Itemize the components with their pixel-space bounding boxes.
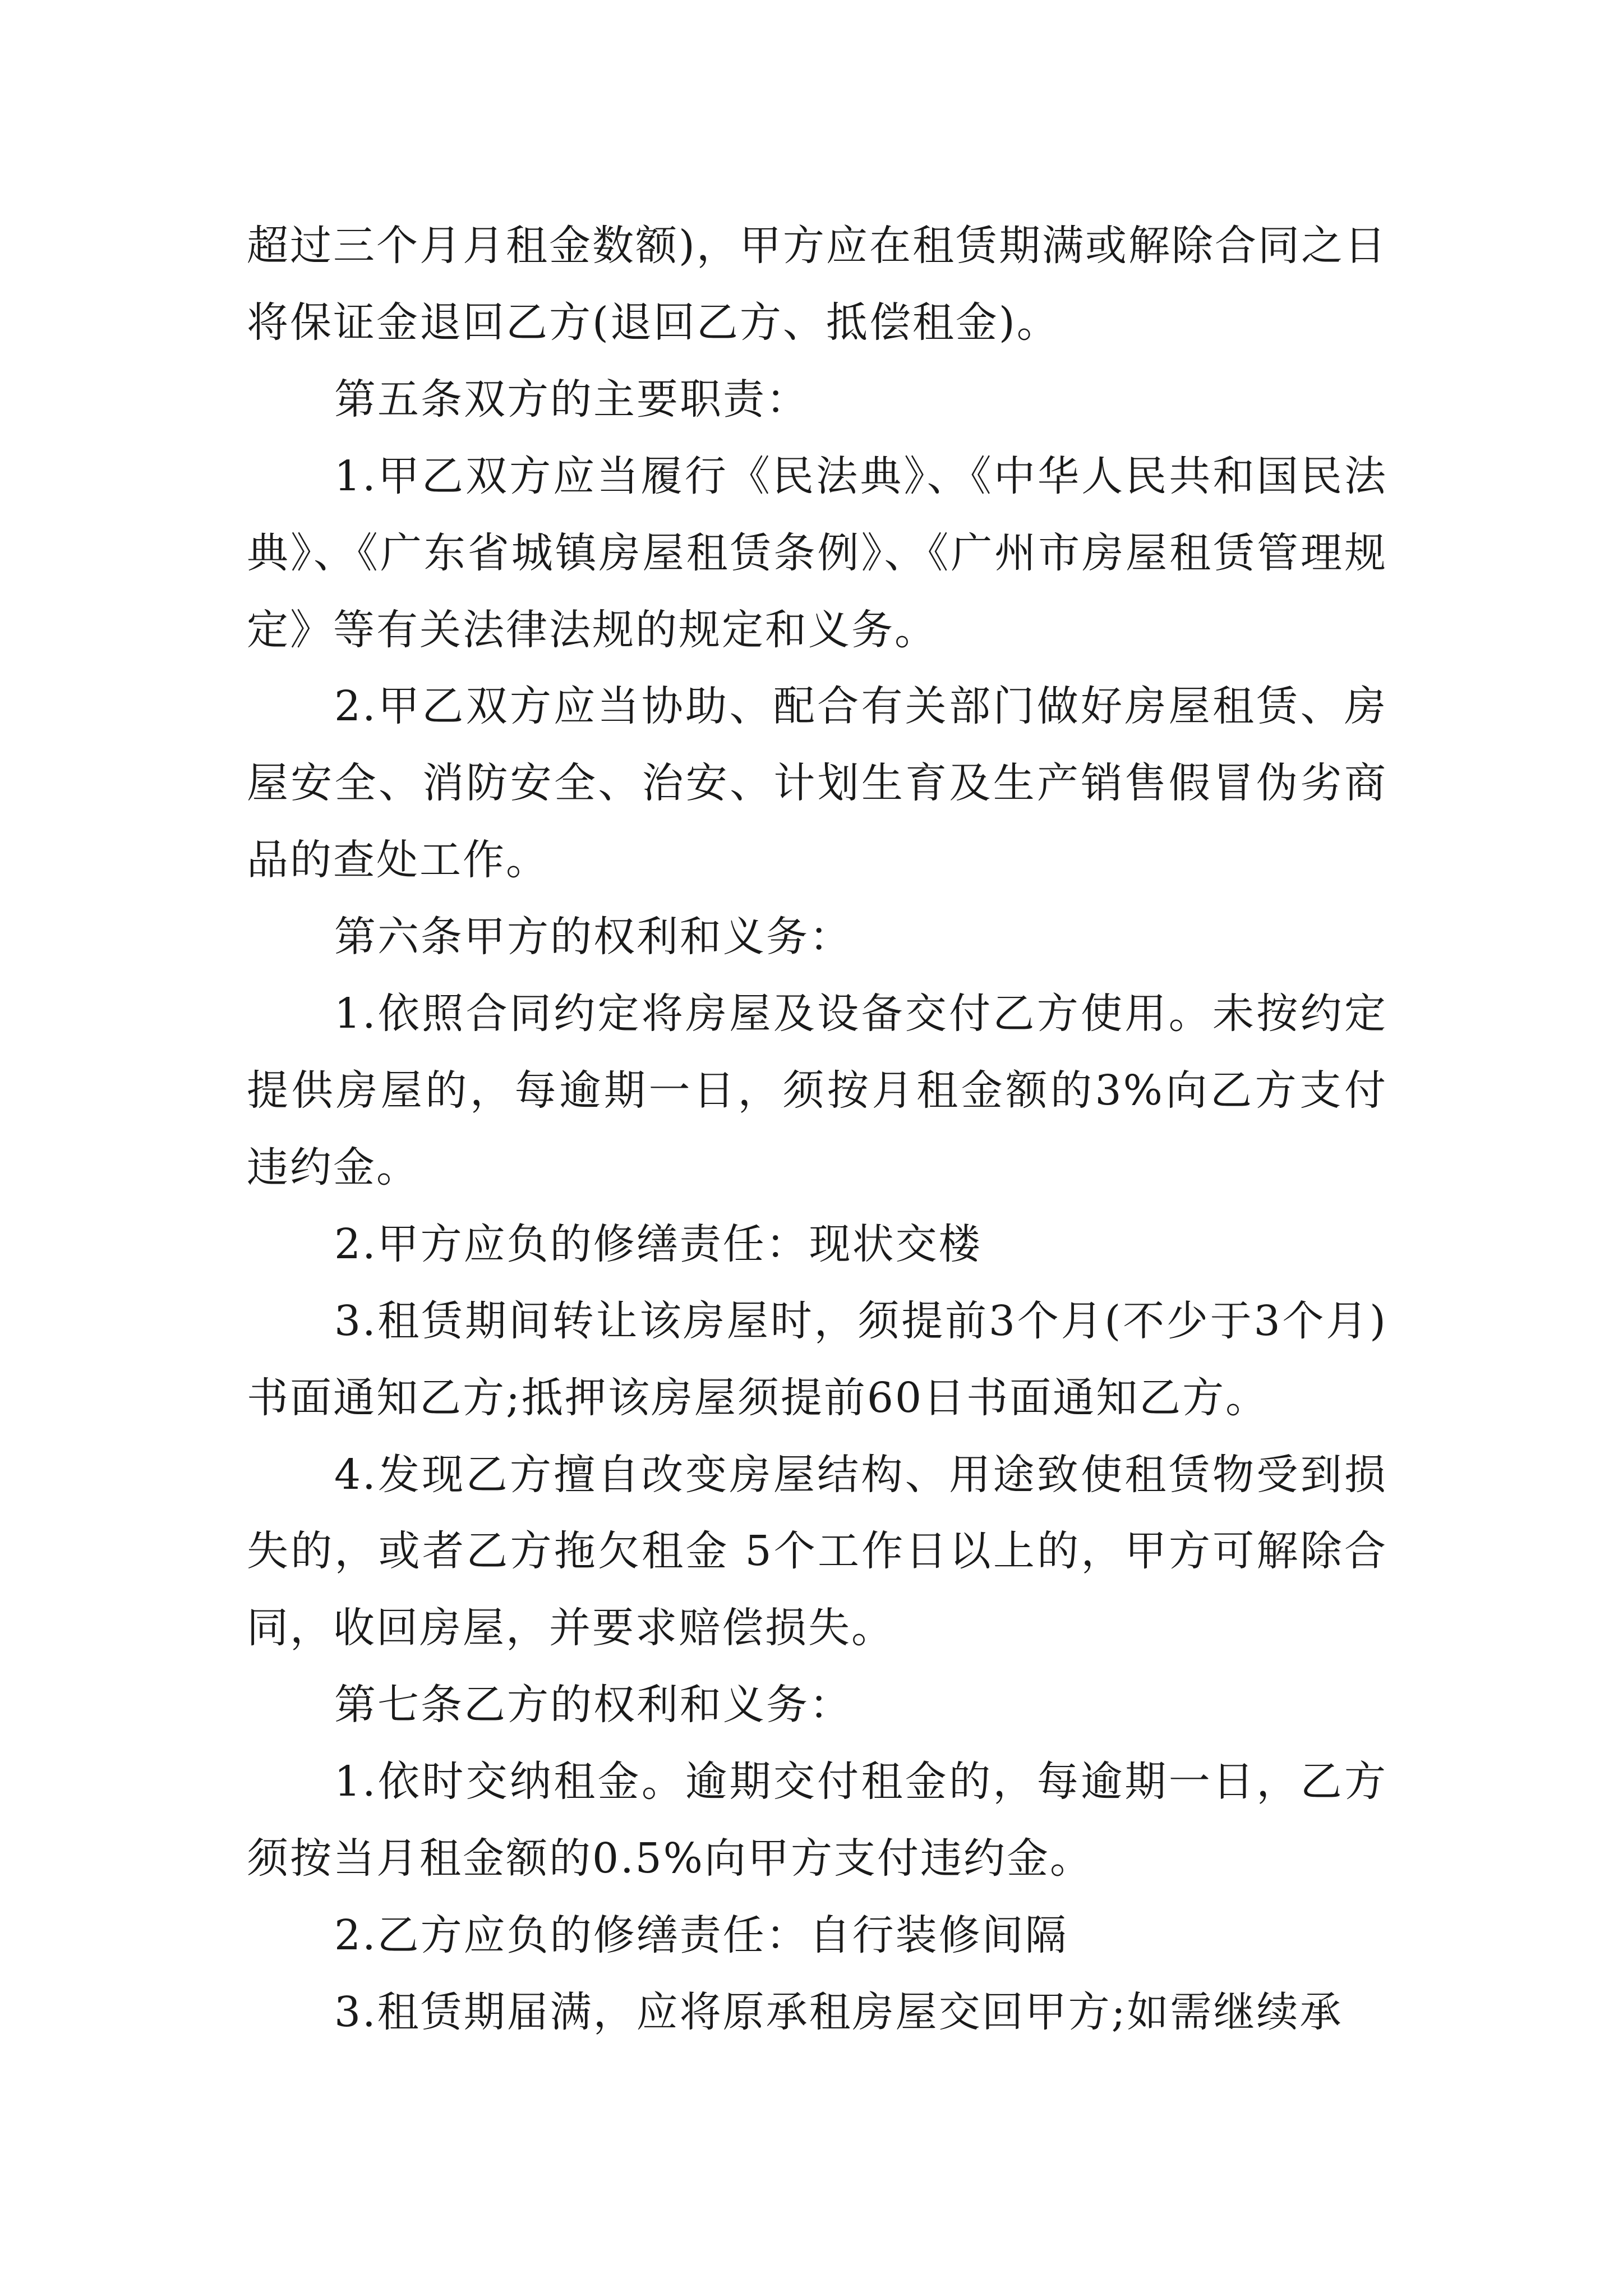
paragraph: 1.依时交纳租金。逾期交付租金的，每逾期一日，乙方须按当月租金额的0.5%向甲方支付违约金。 [247, 1757, 1387, 1883]
paragraph: 3.租赁期间转让该房屋时，须提前3个月(不少于3个月)书面通知乙方;抵押该房屋须提前60日书面通知乙方。 [247, 1296, 1387, 1422]
paragraph: 1.依照合同约定将房屋及设备交付乙方使用。未按约定提供房屋的，每逾期一日，须按月租金额的3%向乙方支付违约金。 [247, 990, 1387, 1191]
paragraph: 1.甲乙双方应当履行《民法典》、《中华人民共和国民法典》、《广东省城镇房屋租赁条例》、《广州市房屋租赁管理规定》等有关法律法规的规定和义务。 [247, 452, 1387, 654]
paragraph: 3.租赁期届满，应将原承租房屋交回甲方;如需继续承 [334, 1987, 1343, 2036]
paragraph: 2.甲乙双方应当协助、配合有关部门做好房屋租赁、房屋安全、消防安全、治安、计划生育及生产销售假冒伪劣商品的查处工作。 [247, 682, 1387, 885]
section-heading: 第七条乙方的权利和义务： [334, 1681, 852, 1729]
section-heading: 第六条甲方的权利和义务： [334, 913, 852, 961]
section-heading: 第五条双方的主要职责： [334, 375, 809, 424]
paragraph: 4.发现乙方擅自改变房屋结构、用途致使租赁物受到损失的，或者乙方拖欠租金 5个工作日以上的，甲方可解除合同，收回房屋，并要求赔偿损失。 [247, 1450, 1387, 1653]
paragraph: 超过三个月月租金数额)，甲方应在租赁期满或解除合同之日将保证金退回乙方(退回乙方、抵偿租金)。 [247, 222, 1387, 347]
paragraph: 2.乙方应负的修缮责任：自行装修间隔 [334, 1911, 1068, 1959]
document-body [247, 208, 1387, 2051]
paragraph: 2.甲方应负的修缮责任：现状交楼 [334, 1220, 982, 1268]
